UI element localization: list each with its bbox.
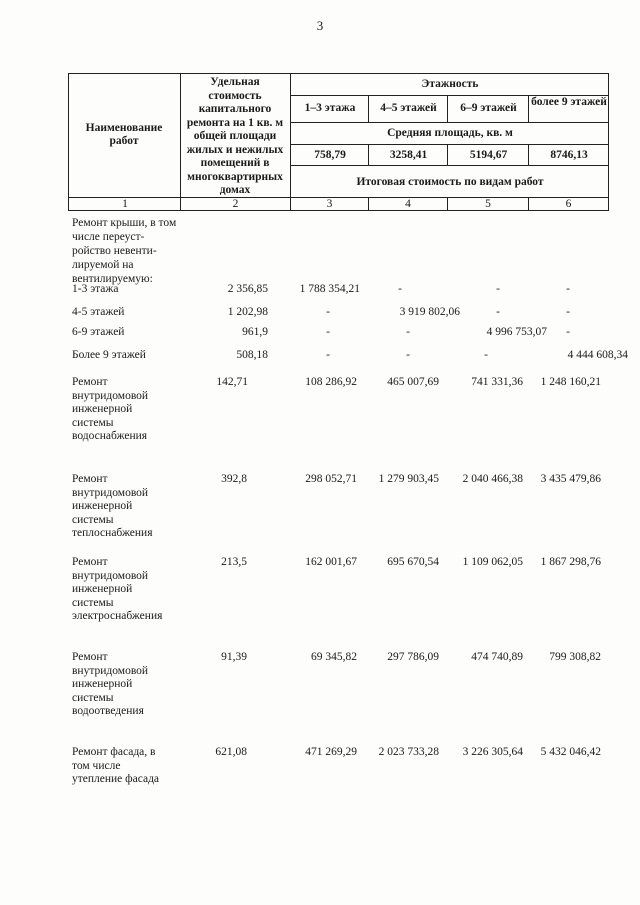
cost-col-3: 298 052,71 <box>305 473 357 485</box>
cost-col-3: 162 001,67 <box>305 556 357 568</box>
unit-cost: 91,39 <box>221 651 247 663</box>
col-number-5: 5 <box>485 198 491 210</box>
col-number-2: 2 <box>232 198 239 210</box>
cost-col-6: 799 308,82 <box>549 651 601 663</box>
header-col-unit-cost: Удельная стоимость капитального ремонта на 1 кв. м общей площади жилых и нежилых помещений в многоквартирных домах <box>186 76 284 196</box>
header-floor-1-3: 1–3 этажа <box>304 102 356 114</box>
unit-cost: 1 202,98 <box>227 306 268 318</box>
row-name: 4-5 этажей <box>72 306 125 318</box>
cost-col-6: 5 432 046,42 <box>540 746 601 758</box>
cost-col-6: - <box>566 306 570 318</box>
cost-col-6: 4 444 608,34 <box>567 349 628 361</box>
cost-col-4: - <box>406 349 410 361</box>
header-floor-9plus: более 9 этажей <box>531 96 607 108</box>
cost-col-3: 1 788 354,21 <box>299 283 360 295</box>
row-name: Ремонт внутридомовой инженерной системы водоотведения <box>72 651 149 718</box>
unit-cost: 392,8 <box>221 473 247 485</box>
avg-area-9plus: 8746,13 <box>550 149 588 161</box>
row-name: Ремонт внутридомовой инженерной системы теплоснабжения <box>72 473 153 540</box>
cost-col-3: 69 345,82 <box>311 651 357 663</box>
cost-col-4: - <box>398 283 402 295</box>
col-number-1: 1 <box>122 198 128 210</box>
cost-col-4: - <box>406 326 410 338</box>
cost-col-6: - <box>566 283 570 295</box>
cost-col-4: 297 786,09 <box>387 651 439 663</box>
header-floor-6-9: 6–9 этажей <box>460 102 517 114</box>
cost-col-6: 1 867 298,76 <box>540 556 601 568</box>
page-number: 3 <box>316 18 324 33</box>
cost-col-6: 1 248 160,21 <box>540 376 601 388</box>
cost-col-3: 108 286,92 <box>305 376 357 388</box>
unit-cost: 961,9 <box>242 326 268 338</box>
cost-col-3: - <box>326 326 330 338</box>
cost-col-5: - <box>496 306 500 318</box>
row-name: Ремонт фасада, в том числе утепление фасада <box>72 746 160 786</box>
cost-col-5: 1 109 062,05 <box>462 556 523 568</box>
cost-col-5: 3 226 305,64 <box>462 746 523 758</box>
header-col-name: Наименование работ <box>85 122 163 147</box>
header-floor-4-5: 4–5 этажей <box>380 102 437 114</box>
unit-cost: 142,71 <box>216 376 248 388</box>
cost-col-5: 474 740,89 <box>471 651 523 663</box>
unit-cost: 2 356,85 <box>227 283 268 295</box>
row-name: Ремонт внутридомовой инженерной системы электроснабжения <box>72 556 163 623</box>
row-name: 1-3 этажа <box>72 283 119 295</box>
cost-col-4: 1 279 903,45 <box>378 473 439 485</box>
cost-col-3: - <box>326 349 330 361</box>
cost-col-4: 465 007,69 <box>387 376 439 388</box>
cost-col-5: - <box>496 283 500 295</box>
unit-cost: 508,18 <box>236 349 268 361</box>
col-number-6: 6 <box>565 198 572 210</box>
roof-title: Ремонт крыши, в том числе переуст-ройство невенти-лируемой на вентилируемую: <box>72 217 177 285</box>
row-name: Ремонт внутридомовой инженерной системы водоснабжения <box>72 376 149 443</box>
cost-col-5: 2 040 466,38 <box>462 473 523 485</box>
col-number-4: 4 <box>405 198 411 210</box>
cost-col-4: 2 023 733,28 <box>378 746 439 758</box>
unit-cost: 621,08 <box>215 746 247 758</box>
cost-col-6: 3 435 479,86 <box>540 473 601 485</box>
cost-col-5: - <box>484 349 488 361</box>
header-floors: Этажность <box>421 78 479 90</box>
cost-col-4: 3 919 802,06 <box>399 306 460 318</box>
avg-area-1-3: 758,79 <box>314 149 346 161</box>
col-number-3: 3 <box>326 198 333 210</box>
cost-col-4: 695 670,54 <box>387 556 439 568</box>
cost-col-3: - <box>326 306 330 318</box>
avg-area-4-5: 3258,41 <box>389 149 428 161</box>
header-total-cost: Итоговая стоимость по видам работ <box>356 176 544 188</box>
avg-area-6-9: 5194,67 <box>469 149 508 161</box>
cost-col-3: 471 269,29 <box>305 746 357 758</box>
row-name: Более 9 этажей <box>72 349 146 361</box>
header-avg-area: Средняя площадь, кв. м <box>387 127 513 139</box>
unit-cost: 213,5 <box>221 556 247 568</box>
cost-col-5: 741 331,36 <box>471 376 523 388</box>
cost-col-6: - <box>566 326 570 338</box>
cost-col-5: 4 996 753,07 <box>486 326 547 338</box>
row-name: 6-9 этажей <box>72 326 125 338</box>
